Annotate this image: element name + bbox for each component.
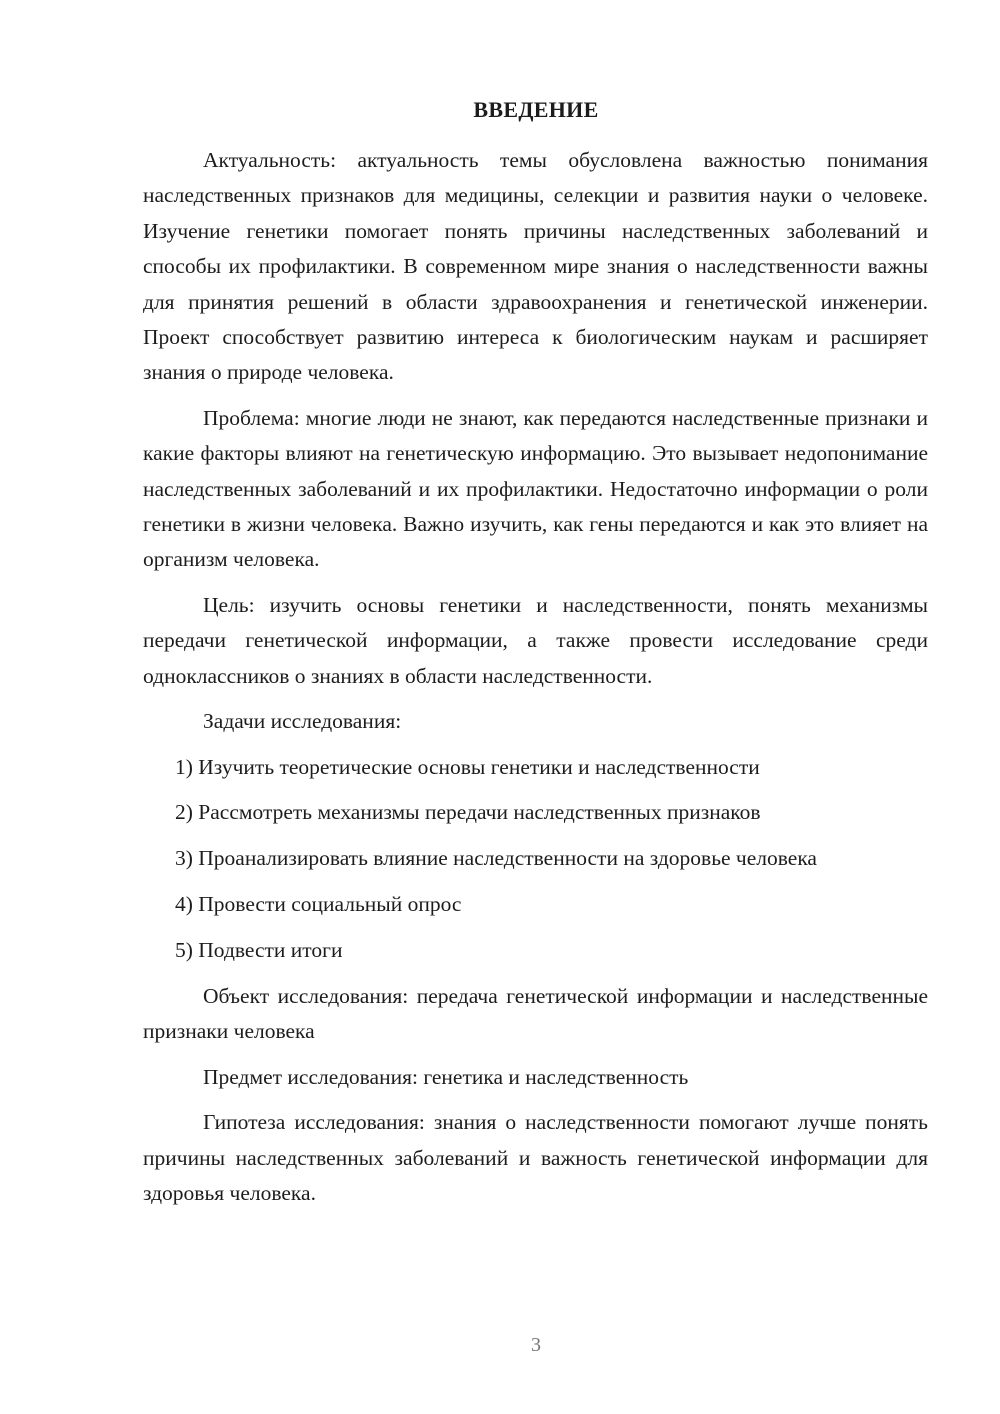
section-title: ВВЕДЕНИЕ: [473, 97, 599, 122]
paragraph-hypothesis: Гипотеза исследования: знания о наследственности помогают лучше понять причины наследственных заболеваний и важность генетической информации для здоровья человека.: [143, 1110, 928, 1206]
page-number: 3: [531, 1334, 541, 1356]
list-item: 3) Проанализировать влияние наследственности на здоровье человека: [175, 846, 817, 871]
tasks-heading: Задачи исследования:: [203, 709, 402, 734]
list-item: 5) Подвести итоги: [175, 938, 343, 963]
paragraph-relevance: Актуальность: актуальность темы обусловлена важностью понимания наследственных признаков для медицины, селекции и развития науки о человеке. Изучение генетики помогает понять причины наследственных заболеваний и способы их профилактики. В современном мире знания о наследственности важны для принятия решений в области здравоохранения и генетической инженерии. Проект способствует развитию интереса к биологическим наукам и расширяет знания о природе человека.: [143, 148, 928, 385]
list-item: 4) Провести социальный опрос: [175, 892, 462, 917]
paragraph-problem: Проблема: многие люди не знают, как передаются наследственные признаки и какие факторы влияют на генетическую информацию. Это вызывает недопонимание наследственных заболеваний и их профилактики. Недостаточно информации о роли генетики в жизни человека. Важно изучить, как гены передаются и как это влияет на организм человека.: [143, 405, 928, 572]
list-item: 2) Рассмотреть механизмы передачи наследственных признаков: [175, 800, 761, 825]
tasks-list: [143, 750, 928, 969]
paragraph-object: Объект исследования: передача генетической информации и наследственные признаки человека: [143, 984, 928, 1044]
document-body: [143, 143, 928, 1221]
paragraph-subject: Предмет исследования: генетика и наследственность: [203, 1064, 689, 1089]
list-item: 1) Изучить теоретические основы генетики и наследственности: [175, 754, 760, 779]
paragraph-goal: Цель: изучить основы генетики и наследственности, понять механизмы передачи генетической информации, а также провести исследование среди одноклассников о знаниях в области наследственности.: [143, 592, 928, 688]
